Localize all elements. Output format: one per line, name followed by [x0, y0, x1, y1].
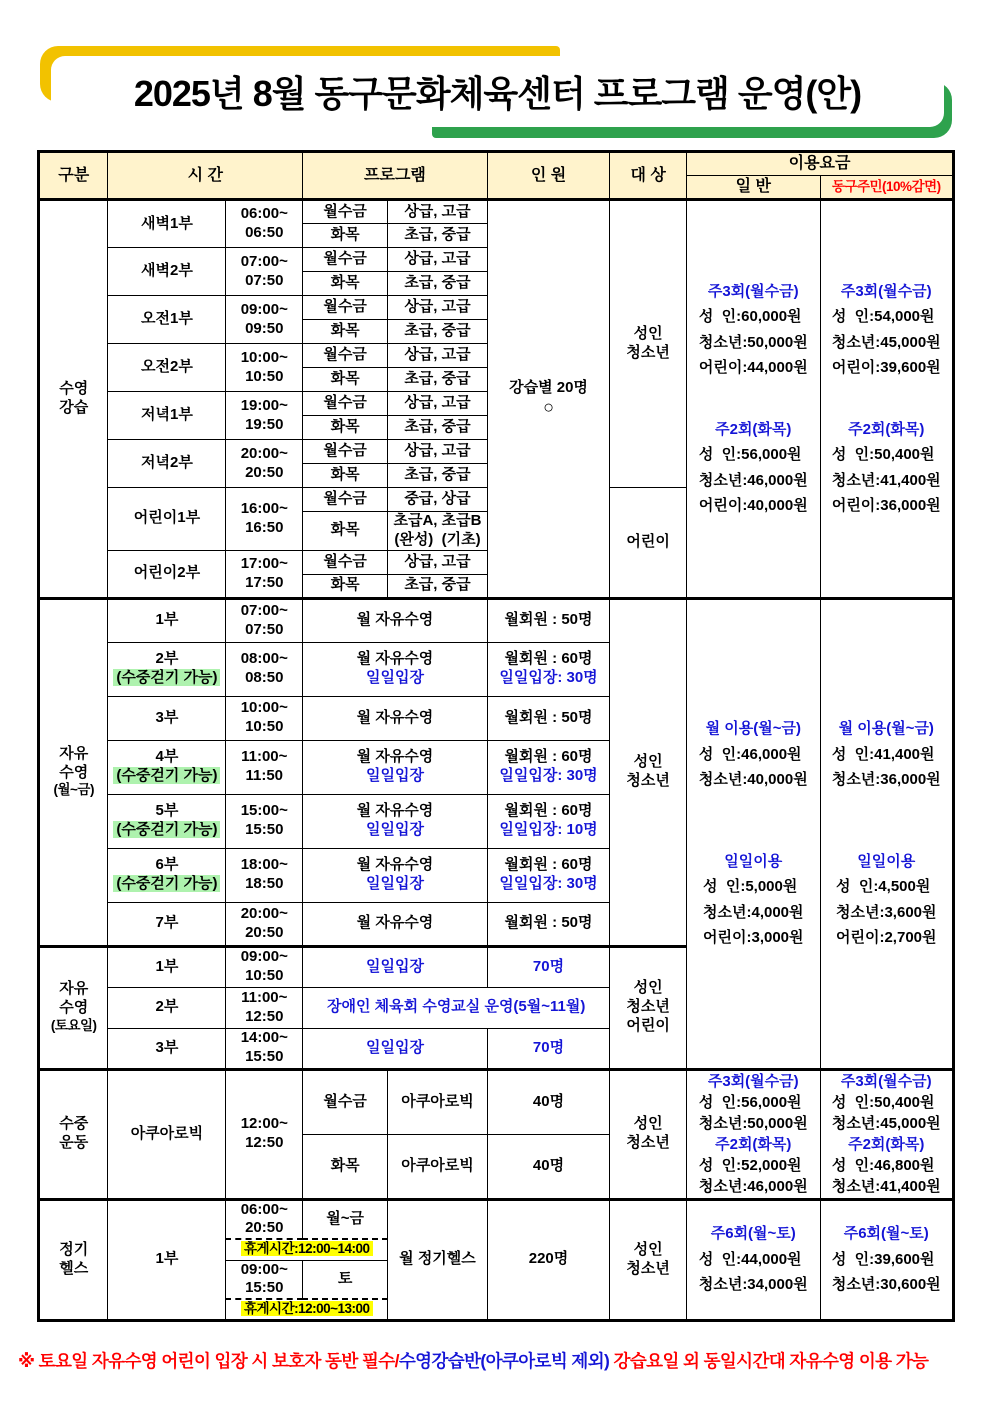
- class-name-cell: 5부 (수중걷기 가능): [108, 794, 226, 848]
- level-cell: 상급, 고급: [388, 550, 488, 574]
- footnote-text-red-1: ※ 토요일 자유수영 어린이 입장 시 보호자 동반 필수/: [18, 1350, 399, 1371]
- time-cell: 10:00~ 10:50: [226, 696, 303, 740]
- fee-resident-cell: 월 이용(월~금) 성 인:41,400원 청소년:36,000원 일일이용 성 인:4,500원 청소년:3,600원 어린이:2,700원: [820, 598, 954, 1069]
- days-cell: 화목: [303, 512, 388, 551]
- break-time-cell: [226, 1299, 388, 1320]
- class-name-cell: 1부: [108, 1199, 226, 1320]
- time-cell: 20:00~ 20:50: [226, 902, 303, 946]
- days-cell: 월수금: [303, 344, 388, 368]
- time-cell: 06:00~ 06:50: [226, 200, 303, 248]
- time-cell: 20:00~ 20:50: [226, 440, 303, 488]
- days-cell: 화목: [303, 1134, 388, 1199]
- capacity-cell: 강습별 20명 ○: [487, 200, 609, 599]
- level-cell: 초급, 중급: [388, 416, 488, 440]
- level-cell: 상급, 고급: [388, 248, 488, 272]
- class-name-cell: 4부 (수중걷기 가능): [108, 740, 226, 794]
- time-cell: 09:00~ 09:50: [226, 296, 303, 344]
- program-cell: 월 자유수영: [303, 598, 488, 642]
- program-cell: 장애인 체육회 수영교실 운영(5월~11월): [303, 987, 610, 1028]
- time-cell: 15:00~ 15:50: [226, 794, 303, 848]
- water-walking-badge: (수중걷기 가능): [113, 767, 220, 784]
- time-cell: 11:00~ 11:50: [226, 740, 303, 794]
- col-header-fee: 이용요금: [687, 152, 954, 176]
- days-cell: 화목: [303, 320, 388, 344]
- class-name-cell: 6부 (수중걷기 가능): [108, 848, 226, 902]
- time-cell: 11:00~ 12:50: [226, 987, 303, 1028]
- program-cell: 월 자유수영: [303, 902, 488, 946]
- class-name-cell: 저녁2부: [108, 440, 226, 488]
- water-walking-badge: (수중걷기 가능): [113, 875, 220, 892]
- fee-general-cell: 주6회(월~토) 성 인:44,000원 청소년:34,000원: [687, 1199, 820, 1320]
- section-label-free-swim-saturday: 자유 수영 (토요일): [39, 946, 108, 1069]
- capacity-cell: 월회원 : 60명 일일입장: 10명: [487, 794, 609, 848]
- fee-general-cell: 주3회(월수금) 성 인:60,000원 청소년:50,000원 어린이:44,000원 주2회(화목) 성 인:56,000원 청소년:46,000원 어린이:40,000원: [687, 200, 820, 599]
- time-cell: 18:00~ 18:50: [226, 848, 303, 902]
- fee-resident-cell: 주3회(월수금) 성 인:50,400원 청소년:45,000원 주2회(화목) 성 인:46,800원 청소년:41,400원: [820, 1069, 954, 1199]
- class-name-cell: 저녁1부: [108, 392, 226, 440]
- target-cell: 성인 청소년: [610, 1069, 687, 1199]
- days-cell: 월수금: [303, 440, 388, 464]
- fee-resident-cell: 주6회(월~토) 성 인:39,600원 청소년:30,600원: [820, 1199, 954, 1320]
- level-cell: 초급, 중급: [388, 320, 488, 344]
- time-cell: 17:00~ 17:50: [226, 550, 303, 598]
- time-cell: 16:00~ 16:50: [226, 488, 303, 551]
- level-cell: 상급, 고급: [388, 344, 488, 368]
- section-label-swim-lesson: 수영 강습: [39, 200, 108, 599]
- target-cell: 어린이: [610, 488, 687, 599]
- days-cell: 화목: [303, 368, 388, 392]
- level-cell: 상급, 고급: [388, 440, 488, 464]
- class-name-cell: 3부: [108, 1028, 226, 1069]
- days-cell: 월수금: [303, 200, 388, 224]
- capacity-cell: 월회원 : 60명 일일입장: 30명: [487, 642, 609, 696]
- days-cell: 화목: [303, 464, 388, 488]
- target-cell: 성인 청소년: [610, 200, 687, 488]
- class-name-cell: 2부: [108, 987, 226, 1028]
- time-cell: 14:00~ 15:50: [226, 1028, 303, 1069]
- level-cell: 초급, 중급: [388, 368, 488, 392]
- class-name-cell: 3부: [108, 696, 226, 740]
- capacity-cell: 70명: [487, 1028, 609, 1069]
- time-cell: 06:00~ 20:50: [226, 1199, 303, 1239]
- section-label-health: 정기 헬스: [39, 1199, 108, 1320]
- program-cell: 월 자유수영 일일입장: [303, 642, 488, 696]
- capacity-cell: 월회원 : 50명: [487, 598, 609, 642]
- days-cell: 월수금: [303, 550, 388, 574]
- days-cell: 월수금: [303, 296, 388, 320]
- program-cell: 월 자유수영 일일입장: [303, 794, 488, 848]
- capacity-cell: 220명: [487, 1199, 609, 1320]
- footnote: [18, 1348, 974, 1373]
- target-cell: 성인 청소년: [610, 598, 687, 946]
- capacity-cell: 월회원 : 60명 일일입장: 30명: [487, 848, 609, 902]
- time-cell: 12:00~ 12:50: [226, 1069, 303, 1199]
- col-header-fee-general: 일 반: [687, 176, 820, 200]
- col-header-time: 시 간: [108, 152, 303, 200]
- program-cell: 월 자유수영: [303, 696, 488, 740]
- col-header-category: 구분: [39, 152, 108, 200]
- page-title: 2025년 8월 동구문화체육센터 프로그램 운영(안): [133, 73, 862, 114]
- break-time-cell: [226, 1239, 388, 1260]
- days-cell: 월수금: [303, 392, 388, 416]
- time-cell: 07:00~ 07:50: [226, 248, 303, 296]
- time-cell: 10:00~ 10:50: [226, 344, 303, 392]
- col-header-capacity: 인 원: [487, 152, 609, 200]
- days-cell: 화목: [303, 574, 388, 598]
- footnote-text-red-2: 강습요일 외 동일시간대 자유수영 이용 가능: [609, 1350, 929, 1371]
- target-cell: 성인 청소년: [610, 1199, 687, 1320]
- class-name-cell: 오전2부: [108, 344, 226, 392]
- capacity-cell: 40명: [487, 1069, 609, 1134]
- water-walking-badge: (수중걷기 가능): [113, 669, 220, 686]
- capacity-cell: 월회원 : 60명 일일입장: 30명: [487, 740, 609, 794]
- capacity-cell: 70명: [487, 946, 609, 987]
- section-label-free-swim-weekday: 자유 수영 (월~금): [39, 598, 108, 946]
- capacity-cell: 40명: [487, 1134, 609, 1199]
- level-cell: 상급, 고급: [388, 392, 488, 416]
- program-cell: 월 자유수영 일일입장: [303, 740, 488, 794]
- col-header-program: 프로그램: [303, 152, 488, 200]
- class-name-cell: 1부: [108, 598, 226, 642]
- level-cell: 초급A, 초급B (완성) (기초): [388, 512, 488, 551]
- time-cell: 08:00~ 08:50: [226, 642, 303, 696]
- footnote-text-blue: 수영강습반(아쿠아로빅 제외): [398, 1350, 610, 1371]
- program-cell: 일일입장: [303, 1028, 488, 1069]
- level-cell: 중급, 상급: [388, 488, 488, 512]
- days-cell: 화목: [303, 272, 388, 296]
- days-cell: 월수금: [303, 1069, 388, 1134]
- program-cell: 아쿠아로빅: [388, 1134, 488, 1199]
- days-cell: 월수금: [303, 488, 388, 512]
- class-name-cell: 어린이2부: [108, 550, 226, 598]
- class-name-cell: 아쿠아로빅: [108, 1069, 226, 1199]
- break-time-badge: 휴게시간:12:00~14:00: [241, 1241, 373, 1256]
- capacity-cell: 월회원 : 50명: [487, 902, 609, 946]
- fee-resident-cell: 주3회(월수금) 성 인:54,000원 청소년:45,000원 어린이:39,600원 주2회(화목) 성 인:50,400원 청소년:41,400원 어린이:36,000원: [820, 200, 954, 599]
- col-header-fee-resident: 동구주민(10%감면): [820, 176, 954, 200]
- level-cell: 초급, 중급: [388, 224, 488, 248]
- level-cell: 상급, 고급: [388, 200, 488, 224]
- fee-general-cell: 월 이용(월~금) 성 인:46,000원 청소년:40,000원 일일이용 성 인:5,000원 청소년:4,000원 어린이:3,000원: [687, 598, 820, 1069]
- level-cell: 상급, 고급: [388, 296, 488, 320]
- days-cell: 화목: [303, 224, 388, 248]
- break-time-badge: 휴게시간:12:00~13:00: [241, 1301, 373, 1316]
- water-walking-badge: (수중걷기 가능): [113, 821, 220, 838]
- program-cell: 일일입장: [303, 946, 488, 987]
- class-name-cell: 1부: [108, 946, 226, 987]
- class-name-cell: 2부 (수중걷기 가능): [108, 642, 226, 696]
- program-cell: 월 자유수영 일일입장: [303, 848, 488, 902]
- level-cell: 초급, 중급: [388, 464, 488, 488]
- circle-mark: ○: [543, 397, 554, 418]
- section-label-aqua: 수중 운동: [39, 1069, 108, 1199]
- title-banner: [40, 46, 952, 138]
- class-name-cell: 오전1부: [108, 296, 226, 344]
- class-name-cell: 새벽2부: [108, 248, 226, 296]
- fee-general-cell: 주3회(월수금) 성 인:56,000원 청소년:50,000원 주2회(화목) 성 인:52,000원 청소년:46,000원: [687, 1069, 820, 1199]
- class-name-cell: 새벽1부: [108, 200, 226, 248]
- level-cell: 초급, 중급: [388, 574, 488, 598]
- time-cell: 07:00~ 07:50: [226, 598, 303, 642]
- days-cell: 월수금: [303, 248, 388, 272]
- class-name-cell: 어린이1부: [108, 488, 226, 551]
- level-cell: 초급, 중급: [388, 272, 488, 296]
- title-box: [51, 56, 944, 127]
- target-cell: 성인 청소년 어린이: [610, 946, 687, 1069]
- col-header-target: 대 상: [610, 152, 687, 200]
- days-cell: 토: [303, 1260, 388, 1299]
- program-schedule-table: [37, 150, 955, 1322]
- program-cell: 월 정기헬스: [388, 1199, 488, 1320]
- time-cell: 09:00~ 15:50: [226, 1260, 303, 1299]
- program-cell: 아쿠아로빅: [388, 1069, 488, 1134]
- time-cell: 09:00~ 10:50: [226, 946, 303, 987]
- days-cell: 월~금: [303, 1199, 388, 1239]
- time-cell: 19:00~ 19:50: [226, 392, 303, 440]
- capacity-cell: 월회원 : 50명: [487, 696, 609, 740]
- class-name-cell: 7부: [108, 902, 226, 946]
- days-cell: 화목: [303, 416, 388, 440]
